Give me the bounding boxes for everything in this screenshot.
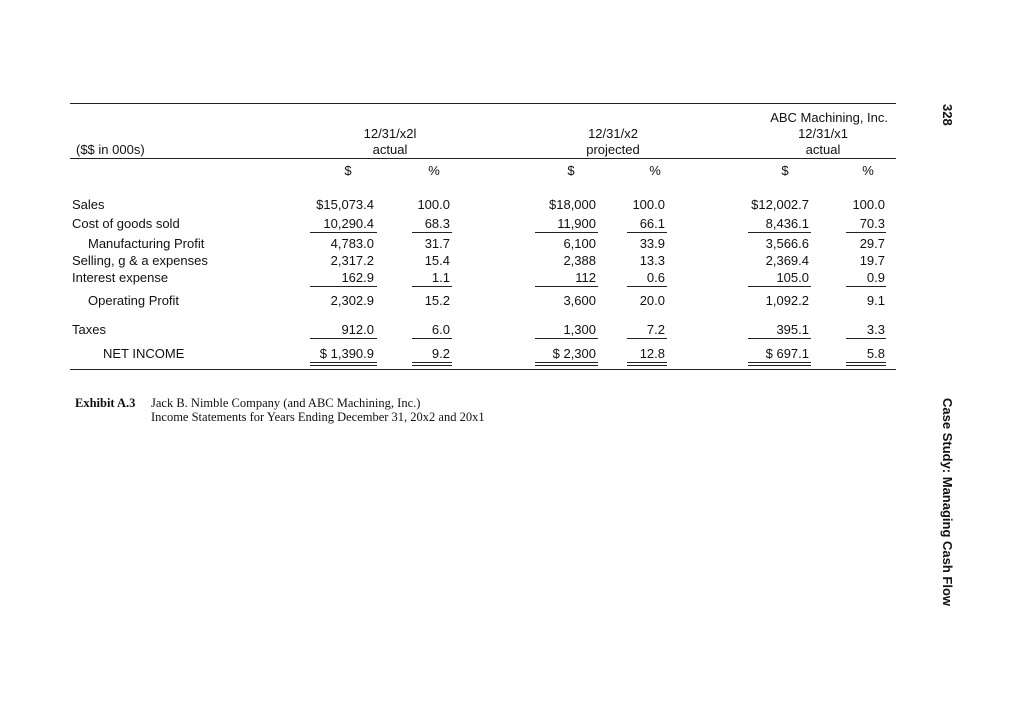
col-group-1-date: 12/31/x2l <box>363 126 417 141</box>
row-label-manufacturing-profit: Manufacturing Profit <box>88 236 205 251</box>
caption-line-1: Jack B. Nimble Company (and ABC Machining, Inc.) <box>151 396 421 410</box>
col-group-3-date: 12/31/x1 <box>798 126 848 141</box>
cell: 33.9 <box>639 236 665 251</box>
cell: 0.9 <box>866 270 885 285</box>
cell: 12.8 <box>639 346 665 361</box>
cell: 20.0 <box>639 293 665 308</box>
underline <box>748 338 811 339</box>
underline <box>627 232 667 233</box>
col-group-2-label: projected <box>586 142 640 157</box>
cell: $ 697.1 <box>765 346 809 361</box>
cell: 66.1 <box>639 216 665 231</box>
cell: 105.0 <box>776 270 809 285</box>
dollar-header-1: $ <box>344 163 352 178</box>
table-bottom-rule <box>70 369 896 370</box>
running-header: Case Study: Managing Cash Flow <box>940 398 955 607</box>
double-underline <box>748 362 811 366</box>
row-label-cogs: Cost of goods sold <box>72 216 180 231</box>
company-header: ABC Machining, Inc. <box>770 110 888 125</box>
row-label-taxes: Taxes <box>72 322 106 337</box>
double-underline <box>310 362 377 366</box>
double-underline <box>535 362 598 366</box>
cell: 912.0 <box>341 322 374 337</box>
dollar-header-3: $ <box>781 163 789 178</box>
col-group-2-date: 12/31/x2 <box>588 126 638 141</box>
cell: $ 2,300 <box>552 346 596 361</box>
cell: 2,388 <box>563 253 596 268</box>
underline <box>535 232 598 233</box>
cell: 7.2 <box>646 322 665 337</box>
double-underline <box>846 362 886 366</box>
cell: 0.6 <box>646 270 665 285</box>
cell: 1.1 <box>431 270 450 285</box>
row-label-operating-profit: Operating Profit <box>88 293 180 308</box>
col-group-1-label: actual <box>372 142 408 157</box>
cell: 1,092.2 <box>765 293 809 308</box>
underline <box>412 232 452 233</box>
underline <box>846 338 886 339</box>
cell: 112 <box>575 270 596 285</box>
cell: 3,566.6 <box>765 236 809 251</box>
row-label-sales: Sales <box>72 197 105 212</box>
cell: 3,600 <box>563 293 596 308</box>
cell: 395.1 <box>776 322 809 337</box>
cell: $ 1,390.9 <box>319 346 374 361</box>
row-label-sga: Selling, g & a expenses <box>72 253 208 268</box>
cell: 70.3 <box>859 216 885 231</box>
underline <box>412 338 452 339</box>
cell: 162.9 <box>341 270 374 285</box>
underline <box>846 232 886 233</box>
cell: 2,302.9 <box>330 293 374 308</box>
underline <box>310 338 377 339</box>
cell: $12,002.7 <box>751 197 809 212</box>
cell: 2,317.2 <box>330 253 374 268</box>
cell: 10,290.4 <box>323 216 374 231</box>
cell: 11,900 <box>557 216 596 231</box>
cell: 68.3 <box>424 216 450 231</box>
dollar-header-2: $ <box>567 163 575 178</box>
cell: 5.8 <box>866 346 885 361</box>
underline <box>748 286 811 287</box>
cell: 4,783.0 <box>330 236 374 251</box>
cell: 1,300 <box>563 322 596 337</box>
underline <box>310 232 377 233</box>
col-group-3-label: actual <box>805 142 841 157</box>
page-number: 328 <box>940 104 955 126</box>
header-rule <box>70 158 896 159</box>
exhibit-label: Exhibit A.3 <box>75 396 136 410</box>
double-underline <box>627 362 667 366</box>
cell: 29.7 <box>859 236 885 251</box>
cell: 6,100 <box>563 236 596 251</box>
caption-line-2: Income Statements for Years Ending December 31, 20x2 and 20x1 <box>151 410 485 424</box>
percent-header-3: % <box>862 163 874 178</box>
cell: 9.1 <box>866 293 885 308</box>
cell: 9.2 <box>431 346 450 361</box>
underline <box>627 286 667 287</box>
underline <box>310 286 377 287</box>
cell: 13.3 <box>639 253 665 268</box>
cell: 100.0 <box>417 197 450 212</box>
percent-header-1: % <box>428 163 440 178</box>
units-label: ($$ in 000s) <box>76 142 145 157</box>
cell: 2,369.4 <box>765 253 809 268</box>
cell: 100.0 <box>852 197 885 212</box>
percent-header-2: % <box>649 163 661 178</box>
cell: 100.0 <box>632 197 665 212</box>
cell: $15,073.4 <box>316 197 374 212</box>
underline <box>846 286 886 287</box>
underline <box>535 338 598 339</box>
cell: 15.2 <box>424 293 450 308</box>
table-top-rule <box>70 103 896 104</box>
cell: 31.7 <box>424 236 450 251</box>
cell: 15.4 <box>424 253 450 268</box>
underline <box>627 338 667 339</box>
cell: 3.3 <box>866 322 885 337</box>
double-underline <box>412 362 452 366</box>
cell: $18,000 <box>549 197 596 212</box>
underline <box>535 286 598 287</box>
underline <box>412 286 452 287</box>
row-label-net-income: NET INCOME <box>103 346 185 361</box>
cell: 8,436.1 <box>765 216 809 231</box>
row-label-interest: Interest expense <box>72 270 169 285</box>
cell: 6.0 <box>431 322 450 337</box>
cell: 19.7 <box>859 253 885 268</box>
underline <box>748 232 811 233</box>
